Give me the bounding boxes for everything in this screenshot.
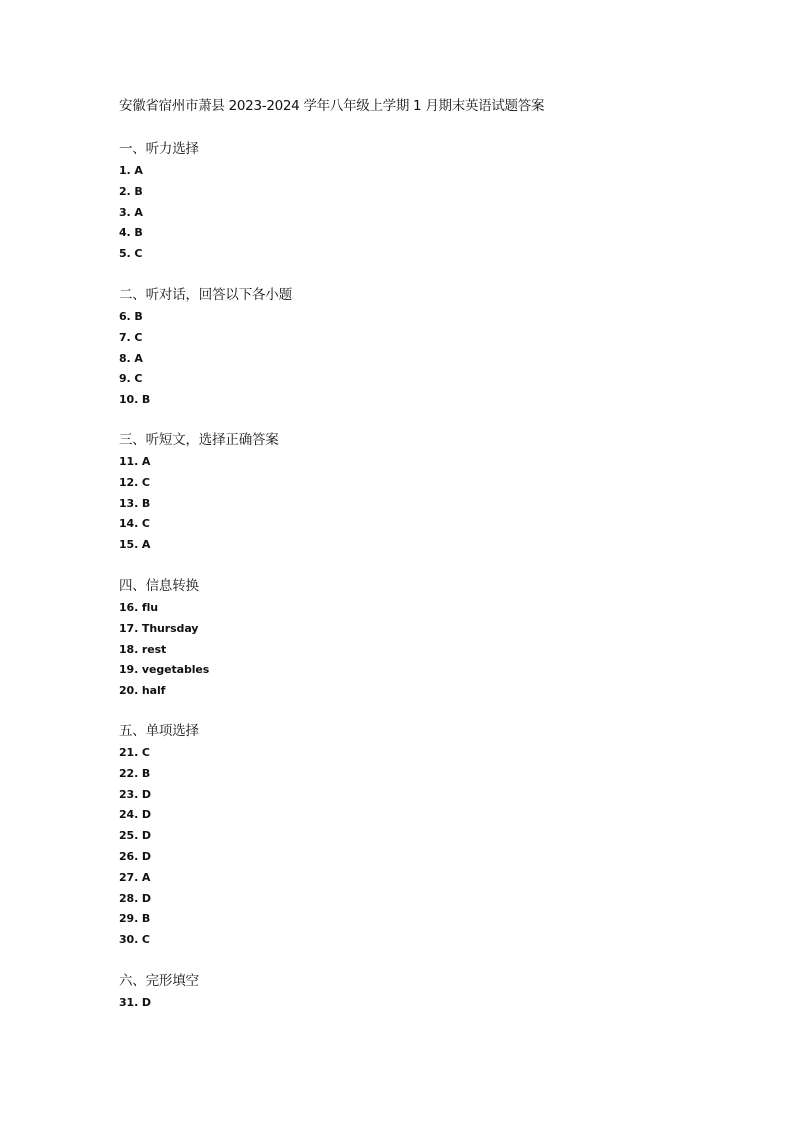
answer-item: 19. vegetables xyxy=(119,663,210,677)
answer-item: 7. C xyxy=(119,330,143,344)
section-heading: 六、完形填空 xyxy=(119,973,199,989)
answer-list xyxy=(119,743,199,951)
section-single-choice xyxy=(119,721,199,951)
section-heading: 五、单项选择 xyxy=(119,723,199,739)
answer-item: 24. D xyxy=(119,808,151,822)
answer-item: 2. B xyxy=(119,184,143,198)
answer-item: 29. B xyxy=(119,912,151,926)
section-heading: 四、信息转换 xyxy=(119,578,199,594)
answer-list xyxy=(119,307,292,411)
section-information-transfer xyxy=(119,576,209,702)
answer-item: 18. rest xyxy=(119,642,167,656)
document-title: 安徽省宿州市萧县 2023-2024 学年八年级上学期 1 月期末英语试题答案 xyxy=(119,98,545,114)
section-cloze xyxy=(119,971,199,1014)
answer-item: 8. A xyxy=(119,351,143,365)
answer-item: 15. A xyxy=(119,538,151,552)
answer-item: 20. half xyxy=(119,684,166,698)
answer-item: 27. A xyxy=(119,870,151,884)
answer-list xyxy=(119,161,199,265)
answer-item: 31. D xyxy=(119,996,151,1009)
answer-item: 25. D xyxy=(119,829,151,843)
answer-list xyxy=(119,993,199,1014)
answer-item: 13. B xyxy=(119,496,151,510)
answer-item: 17. Thursday xyxy=(119,621,199,635)
answer-item: 16. flu xyxy=(119,601,159,614)
answer-item: 10. B xyxy=(119,393,151,407)
answer-item: 14. C xyxy=(119,517,150,531)
answer-item: 30. C xyxy=(119,933,150,947)
answer-item: 23. D xyxy=(119,787,151,801)
answer-list xyxy=(119,452,279,556)
section-heading: 二、听对话，回答以下各小题 xyxy=(119,287,292,303)
answer-item: 9. C xyxy=(119,372,143,386)
answer-item: 11. A xyxy=(119,455,151,468)
section-listening-choice xyxy=(119,139,199,265)
section-heading: 一、听力选择 xyxy=(119,141,199,157)
answer-item: 1. A xyxy=(119,164,143,177)
section-heading: 三、听短文，选择正确答案 xyxy=(119,432,279,448)
answer-item: 21. C xyxy=(119,746,150,759)
answer-item: 28. D xyxy=(119,891,151,905)
section-passage-listening xyxy=(119,430,279,556)
answer-item: 4. B xyxy=(119,226,143,240)
answer-list xyxy=(119,598,209,702)
answer-item: 5. C xyxy=(119,247,143,261)
answer-item: 6. B xyxy=(119,310,143,323)
answer-item: 26. D xyxy=(119,849,151,863)
answer-item: 12. C xyxy=(119,475,150,489)
answer-item: 22. B xyxy=(119,766,151,780)
section-dialogue-questions xyxy=(119,285,292,411)
answer-item: 3. A xyxy=(119,205,143,219)
